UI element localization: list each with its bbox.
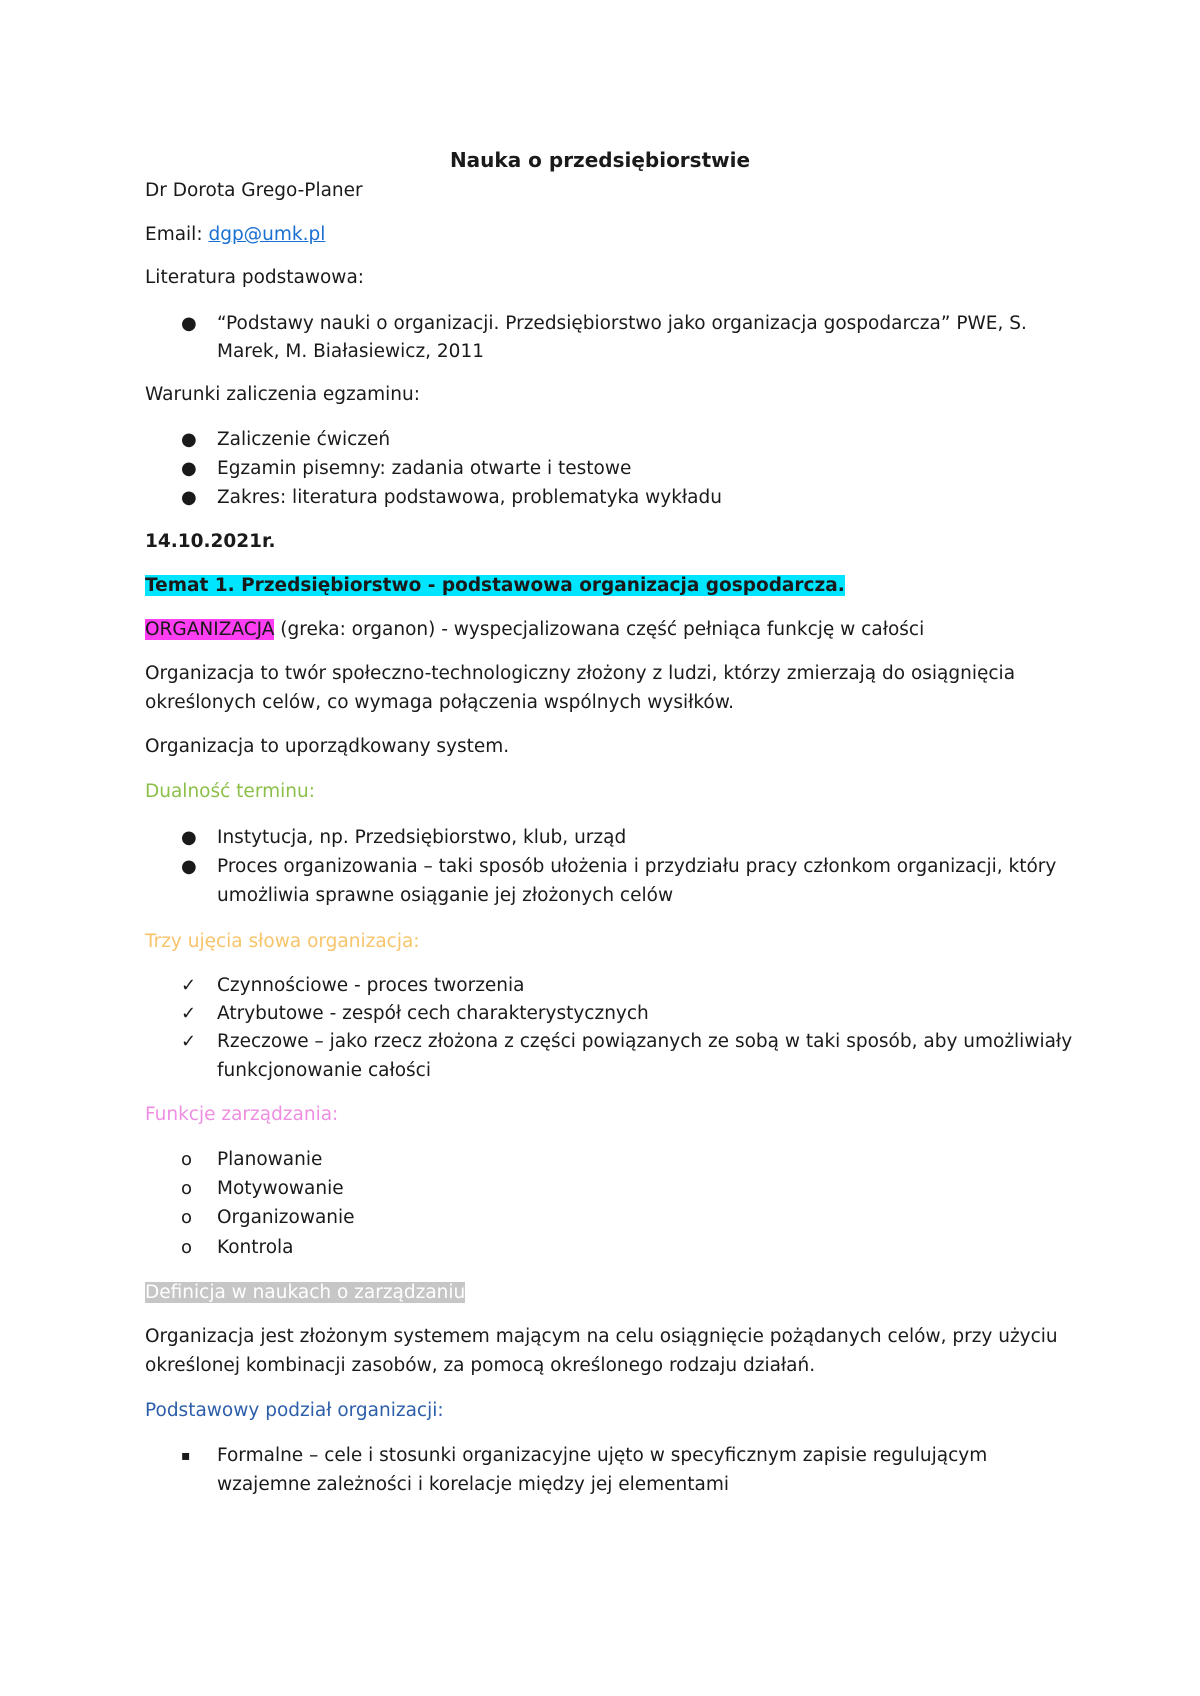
function-item: Motywowanie	[217, 1178, 344, 1199]
topic-line	[145, 574, 845, 598]
bullet-marker: ●	[181, 487, 197, 508]
division-item-1-line2: wzajemne zależności i korelacje między jej elementami	[217, 1474, 730, 1495]
paragraph-3-line2: określonej kombinacji zasobów, za pomocą określonego rodzaju działań.	[145, 1355, 816, 1376]
three-meanings-item-3-line2: funkcjonowanie całości	[217, 1060, 431, 1081]
document-title: Nauka o przedsiębiorstwie	[449, 148, 751, 172]
literature-item-line1: “Podstawy nauki o organizacji. Przedsiębiorstwo jako organizacja gospodarcza” PWE, S.	[217, 313, 1027, 334]
bullet-marker: ●	[181, 827, 197, 848]
duality-heading: Dualność terminu:	[145, 781, 315, 802]
paragraph-3-line1: Organizacja jest złożonym systemem mającym na celu osiągnięcie pożądanych celów, przy użyciu	[145, 1326, 1058, 1347]
circle-bullet: o	[181, 1237, 193, 1258]
circle-bullet: o	[181, 1207, 193, 1228]
bullet-marker: ●	[181, 458, 197, 479]
organizacja-definition: (greka: organon) - wyspecjalizowana część pełniąca funkcję w całości	[274, 619, 925, 640]
definition-heading: Definicja w naukach o zarządzaniu	[145, 1282, 466, 1303]
topic-highlight: Temat 1. Przedsiębiorstwo - podstawowa organizacja gospodarcza.	[145, 575, 845, 596]
literature-heading: Literatura podstawowa:	[145, 267, 365, 288]
three-meanings-item-1: Czynnościowe - proces tworzenia	[217, 975, 525, 996]
paragraph-2: Organizacja to uporządkowany system.	[145, 736, 510, 757]
function-item: Organizowanie	[217, 1207, 355, 1228]
duality-item-1: Instytucja, np. Przedsiębiorstwo, klub, urząd	[217, 827, 627, 848]
circle-bullet: o	[181, 1178, 193, 1199]
circle-bullet: o	[181, 1149, 193, 1170]
email-link[interactable]: dgp@umk.pl	[208, 224, 326, 245]
check-icon: ✓	[181, 1031, 197, 1052]
lecture-date: 14.10.2021r.	[145, 531, 276, 552]
bullet-marker: ●	[181, 429, 197, 450]
division-item-1-line1: Formalne – cele i stosunki organizacyjne ujęto w specyficznym zapisie regulującym	[217, 1445, 988, 1466]
email-line	[145, 223, 325, 247]
check-icon: ✓	[181, 1003, 197, 1024]
function-item: Kontrola	[217, 1237, 294, 1258]
bullet-marker: ●	[181, 856, 197, 877]
exam-item: Zaliczenie ćwiczeń	[217, 429, 391, 450]
check-icon: ✓	[181, 975, 197, 996]
exam-item: Egzamin pisemny: zadania otwarte i testowe	[217, 458, 632, 479]
exam-heading: Warunki zaliczenia egzaminu:	[145, 384, 420, 405]
three-meanings-item-2: Atrybutowe - zespół cech charakterystycznych	[217, 1003, 649, 1024]
paragraph-1-line1: Organizacja to twór społeczno-technologiczny złożony z ludzi, którzy zmierzają do osiągnięcia	[145, 663, 1016, 684]
division-heading: Podstawowy podział organizacji:	[145, 1400, 444, 1421]
functions-heading: Funkcje zarządzania:	[145, 1104, 339, 1125]
duality-item-2-line1: Proces organizowania – taki sposób ułożenia i przydziału pracy członkom organizacji, który	[217, 856, 1057, 877]
literature-item-line2: Marek, M. Białasiewicz, 2011	[217, 341, 484, 362]
square-bullet: ▪	[181, 1448, 191, 1464]
email-label: Email:	[145, 224, 209, 245]
bullet-marker: ●	[181, 313, 197, 334]
organizacja-term: ORGANIZACJA	[145, 619, 275, 640]
paragraph-1-line2: określonych celów, co wymaga połączenia wspólnych wysiłków.	[145, 692, 735, 713]
three-meanings-item-3-line1: Rzeczowe – jako rzecz złożona z części powiązanych ze sobą w taki sposób, aby umożliwiały	[217, 1031, 1073, 1052]
function-item: Planowanie	[217, 1149, 323, 1170]
three-meanings-heading: Trzy ujęcia słowa organizacja:	[145, 931, 420, 952]
duality-item-2-line2: umożliwia sprawne osiąganie jej złożonych celów	[217, 885, 674, 906]
organizacja-definition-line	[145, 618, 924, 642]
exam-item: Zakres: literatura podstawowa, problematyka wykładu	[217, 487, 722, 508]
author-line: Dr Dorota Grego-Planer	[145, 180, 363, 201]
definition-heading-line	[145, 1281, 465, 1305]
